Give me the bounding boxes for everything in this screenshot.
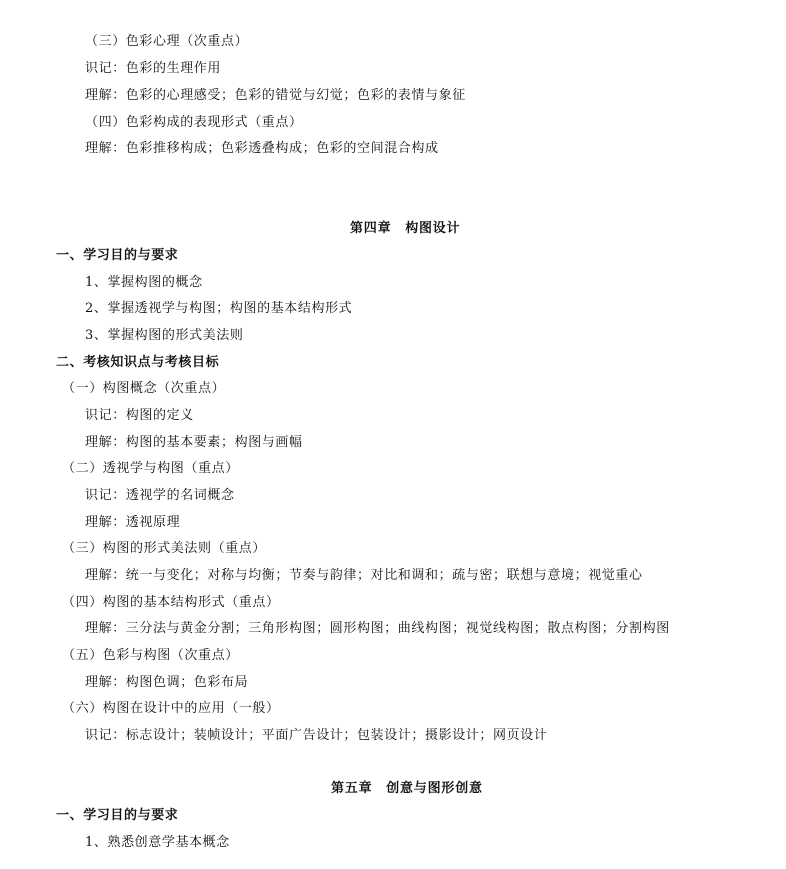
objective-item: 1、熟悉创意学基本概念 xyxy=(85,835,230,850)
memorize-line: 识记：构图的定义 xyxy=(85,408,194,423)
section-heading: （五）色彩与构图（次重点） xyxy=(62,648,239,663)
part-heading: 一、学习目的与要求 xyxy=(56,808,179,823)
understand-line: 理解：透视原理 xyxy=(85,515,181,530)
section-heading: （三）构图的形式美法则（重点） xyxy=(62,541,267,556)
understand-line: 理解：统一与变化；对称与均衡；节奏与韵律；对比和调和；疏与密；联想与意境；视觉重心 xyxy=(85,568,643,583)
understand-line: 理解：三分法与黄金分割；三角形构图；圆形构图；曲线构图；视觉线构图；散点构图；分割构图 xyxy=(85,621,670,636)
objective-item: 2、掌握透视学与构图；构图的基本结构形式 xyxy=(85,301,353,316)
objective-item: 1、掌握构图的概念 xyxy=(85,275,203,290)
objective-item: 3、掌握构图的形式美法则 xyxy=(85,328,244,343)
section-heading: （二）透视学与构图（重点） xyxy=(62,461,239,476)
section-heading: （四）色彩构成的表现形式（重点） xyxy=(85,115,303,130)
understand-line: 理解：构图色调；色彩布局 xyxy=(85,675,249,690)
memorize-line: 识记：色彩的生理作用 xyxy=(85,61,222,76)
section-heading: （六）构图在设计中的应用（一般） xyxy=(62,701,280,716)
section-heading: （三）色彩心理（次重点） xyxy=(85,34,249,49)
section-heading: （四）构图的基本结构形式（重点） xyxy=(62,595,280,610)
understand-line: 理解：色彩的心理感受；色彩的错觉与幻觉；色彩的表情与象征 xyxy=(85,88,466,103)
section-heading: （一）构图概念（次重点） xyxy=(62,381,226,396)
part-heading: 二、考核知识点与考核目标 xyxy=(56,355,220,370)
understand-line: 理解：色彩推移构成；色彩透叠构成；色彩的空间混合构成 xyxy=(85,141,439,156)
memorize-line: 识记：透视学的名词概念 xyxy=(85,488,235,503)
chapter-title: 第四章 构图设计 xyxy=(350,221,461,236)
chapter-title: 第五章 创意与图形创意 xyxy=(331,781,483,796)
understand-line: 理解：构图的基本要素；构图与画幅 xyxy=(85,435,303,450)
part-heading: 一、学习目的与要求 xyxy=(56,248,179,263)
memorize-line: 识记：标志设计；装帧设计；平面广告设计；包装设计；摄影设计；网页设计 xyxy=(85,728,548,743)
